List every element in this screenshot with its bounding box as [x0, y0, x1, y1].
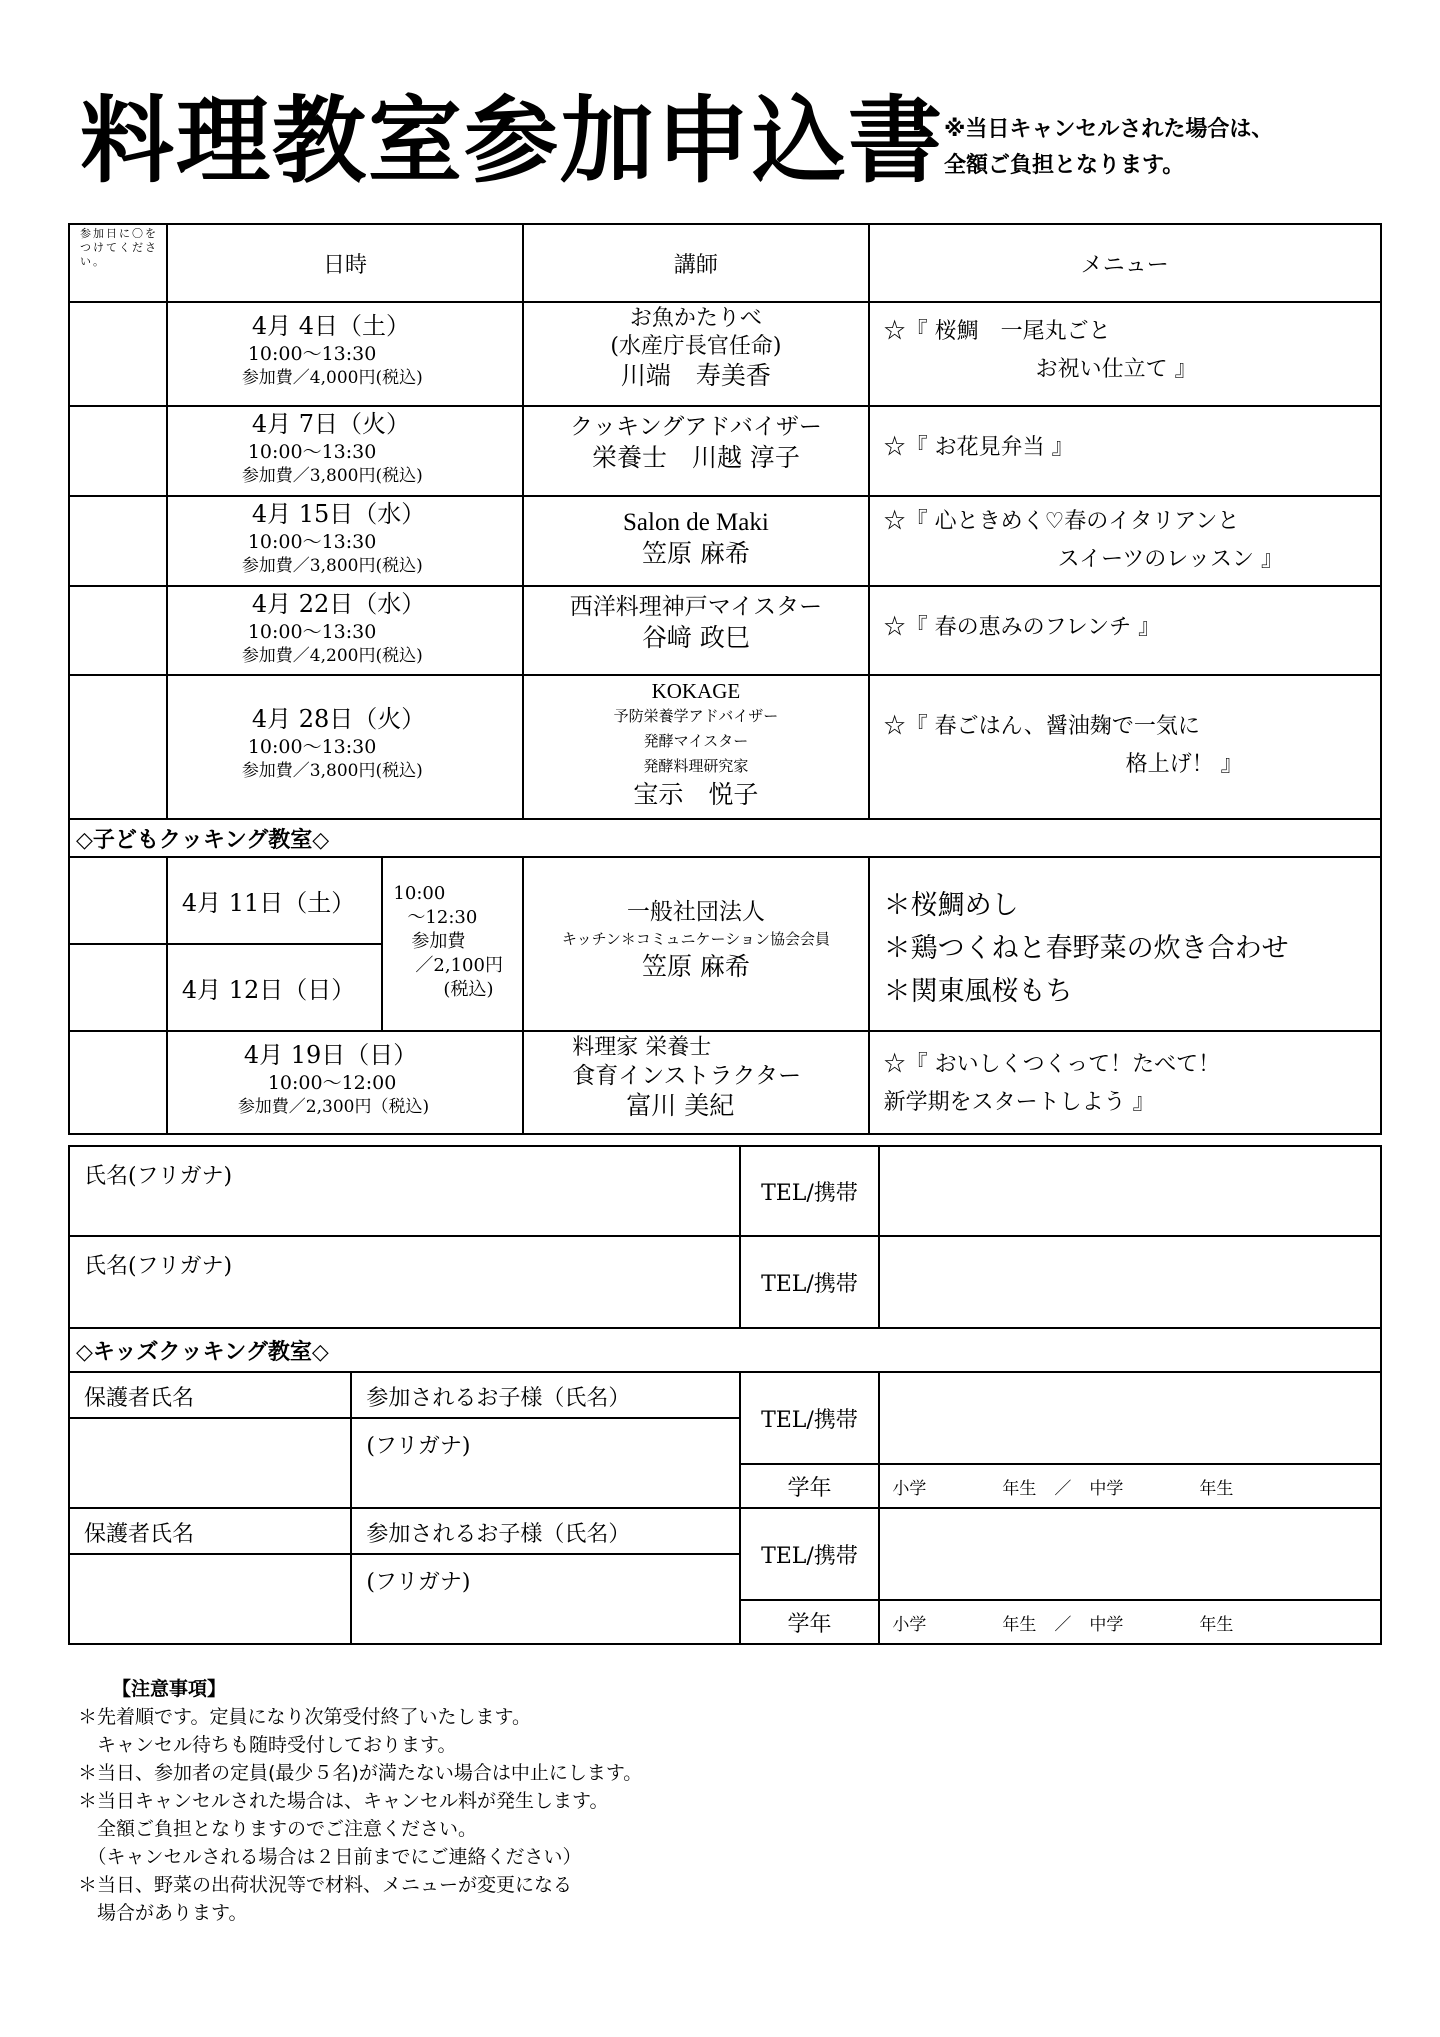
class-date: 4月 4日（土）	[251, 312, 410, 340]
grade-label: 学年	[740, 1464, 880, 1508]
kids-form-section-title: ◇キッズクッキング教室◇	[69, 1328, 1381, 1372]
instructor-line: お魚かたりべ	[629, 306, 762, 331]
name-field[interactable]: 氏名(フリガナ)	[69, 1146, 740, 1236]
tel-label: TEL/携帯	[740, 1236, 880, 1328]
notes-section	[78, 1675, 642, 1927]
kids-section-title: ◇子どもクッキング教室◇	[69, 819, 1381, 857]
kids-form-section-row	[69, 1328, 1381, 1372]
instructor-line: キッチン＊コミュニケーション協会会員	[561, 929, 830, 948]
menu-line: ☆『 おいしくつくって！たべて！	[883, 1052, 1221, 1077]
class-time: 10:00～13:30	[247, 736, 377, 759]
instructor-line: KOKAGE	[651, 679, 741, 703]
menu-line: ＊関東風桜もち	[883, 976, 1073, 1007]
class-menu	[869, 675, 1381, 819]
class-datetime	[167, 302, 523, 406]
class-time: 10:00～13:30	[247, 441, 377, 464]
kids-fee-line: (税込)	[443, 979, 494, 1000]
tel-field[interactable]	[879, 1372, 1381, 1464]
header-check: 参加日に〇をつけてください。	[69, 224, 167, 302]
class-menu	[869, 302, 1381, 406]
instructor-name: 谷﨑 政巳	[641, 622, 750, 652]
instructor-name: 宝示 悦子	[633, 780, 759, 809]
kids-date	[167, 944, 383, 1031]
guardian-row	[69, 1372, 1381, 1418]
note-line: キャンセル待ちも随時受付しております。	[78, 1734, 457, 1756]
child-label: 参加されるお子様（氏名）	[351, 1372, 739, 1418]
menu-line: ☆『 桜鯛 一尾丸ごと	[883, 319, 1111, 344]
class-instructor	[523, 406, 868, 496]
class-menu	[869, 406, 1381, 496]
instructor-line: 一般社団法人	[626, 899, 765, 925]
guardian-label: 保護者氏名	[69, 1508, 351, 1554]
class-instructor	[523, 302, 868, 406]
class-fee: 参加費／2,300円（税込)	[237, 1096, 430, 1117]
attend-check-cell[interactable]	[69, 302, 167, 406]
guardian-row	[69, 1508, 1381, 1554]
application-form	[68, 1145, 1382, 1645]
note-line: 場合があります。	[78, 1902, 248, 1924]
menu-line: 新学期をスタートしよう 』	[883, 1090, 1155, 1115]
instructor-line: 発酵料理研究家	[643, 757, 749, 775]
kids-time-line: ～12:30	[407, 907, 478, 928]
instructor-name: 栄養士 川越 淳子	[591, 442, 800, 472]
kids-date-text: 4月 11日（土）	[181, 889, 356, 917]
tel-field[interactable]	[879, 1236, 1381, 1328]
kids-row	[69, 857, 1381, 944]
tel-field[interactable]	[879, 1508, 1381, 1600]
instructor-name: 川端 寿美香	[620, 361, 771, 390]
class-time: 10:00～13:30	[247, 621, 377, 644]
class-datetime	[167, 675, 523, 819]
tel-label: TEL/携帯	[740, 1372, 880, 1464]
instructor-line: 西洋料理神戸マイスター	[569, 594, 823, 620]
note-line: 全額ご負担となりますのでご注意ください。	[78, 1818, 478, 1840]
class-date: 4月 28日（火）	[251, 705, 426, 733]
class-fee: 参加費／3,800円(税込)	[241, 465, 423, 486]
notes-heading: 【注意事項】	[112, 1678, 227, 1700]
class-datetime	[167, 1031, 523, 1134]
instructor-line: 発酵マイスター	[643, 732, 749, 750]
grade-label: 学年	[740, 1600, 880, 1644]
menu-line: お祝い仕立て 』	[1035, 357, 1197, 382]
grade-field[interactable]	[879, 1600, 1381, 1644]
grade-mid: 中学	[1089, 1614, 1124, 1635]
grade-sep: ／	[1054, 1478, 1072, 1499]
class-datetime	[167, 586, 523, 675]
class-menu	[869, 586, 1381, 675]
menu-line: ☆『 春の恵みのフレンチ 』	[883, 615, 1161, 640]
instructor-line: 予防栄養学アドバイザー	[613, 707, 779, 725]
class-menu	[869, 496, 1381, 586]
class-row	[69, 675, 1381, 819]
grade-year: 年生	[1199, 1614, 1234, 1635]
grade-sep: ／	[1054, 1614, 1072, 1635]
header-instructor: 講師	[523, 224, 868, 302]
kids-fee-line: ／2,100円	[415, 955, 503, 976]
kids-section-row	[69, 819, 1381, 857]
attend-check-cell[interactable]	[69, 406, 167, 496]
applicant-row	[69, 1146, 1381, 1236]
class-date: 4月 22日（水）	[251, 590, 426, 618]
page-title: 料理教室参加申込書	[80, 87, 945, 196]
class-datetime	[167, 406, 523, 496]
menu-line: ☆『 春ごはん、醤油麹で一気に	[883, 714, 1200, 739]
guardian-label: 保護者氏名	[69, 1372, 351, 1418]
instructor-line: 料理家 栄養士	[572, 1035, 712, 1060]
kids-time-fee	[382, 857, 523, 1031]
applicant-row	[69, 1236, 1381, 1328]
grade-elem: 小学	[892, 1478, 927, 1499]
attend-check-cell[interactable]	[69, 675, 167, 819]
attend-check-cell[interactable]	[69, 586, 167, 675]
tel-field[interactable]	[879, 1146, 1381, 1236]
class-fee: 参加費／3,800円(税込)	[241, 760, 423, 781]
note-line: ＊当日キャンセルされた場合は、キャンセル料が発生します。	[78, 1790, 609, 1812]
menu-line: ☆『 お花見弁当 』	[883, 435, 1074, 460]
note-line: ＊当日、野菜の出荷状況等で材料、メニューが変更になる	[78, 1874, 573, 1896]
child-label: 参加されるお子様（氏名）	[351, 1508, 739, 1554]
class-row	[69, 406, 1381, 496]
class-instructor	[523, 496, 868, 586]
class-time: 10:00～12:00	[267, 1072, 397, 1095]
instructor-line: (水産庁長官任命)	[610, 333, 782, 359]
class-menu	[869, 1031, 1381, 1134]
instructor-name: 富川 美紀	[626, 1091, 735, 1121]
class-time: 10:00～13:30	[247, 531, 377, 554]
attend-check-cell[interactable]	[69, 857, 167, 944]
class-date: 4月 19日（日）	[243, 1041, 418, 1069]
menu-line: スイーツのレッスン 』	[1057, 547, 1284, 572]
grade-mid: 中学	[1089, 1478, 1124, 1499]
class-datetime	[167, 496, 523, 586]
header-menu: メニュー	[869, 224, 1381, 302]
menu-line: ＊鶏つくねと春野菜の炊き合わせ	[883, 933, 1289, 964]
name-field[interactable]: 氏名(フリガナ)	[69, 1236, 740, 1328]
kids-time-line: 10:00	[393, 883, 446, 904]
class-row	[69, 586, 1381, 675]
note-line: （キャンセルされる場合は２日前までにご連絡ください）	[78, 1846, 582, 1868]
class-row	[69, 1031, 1381, 1134]
note-line: ＊当日、参加者の定員(最少５名)が満たない場合は中止にします。	[78, 1762, 643, 1784]
grade-elem: 小学	[892, 1614, 927, 1635]
instructor-name: 笠原 麻希	[641, 539, 750, 569]
grade-year: 年生	[1002, 1478, 1037, 1499]
grade-year: 年生	[1002, 1614, 1037, 1635]
grade-field[interactable]	[879, 1464, 1381, 1508]
menu-line: ☆『 心ときめく♡春のイタリアンと	[883, 509, 1240, 534]
menu-line: 格上げ！ 』	[1125, 752, 1243, 777]
class-instructor	[523, 586, 868, 675]
class-row	[69, 496, 1381, 586]
schedule-header-row	[69, 224, 1381, 302]
class-date: 4月 15日（水）	[251, 500, 426, 528]
attend-check-cell[interactable]	[69, 944, 167, 1031]
class-fee: 参加費／4,200円(税込)	[241, 645, 423, 666]
header-date: 日時	[167, 224, 523, 302]
kids-instructor	[523, 857, 868, 1031]
guardian-name-field[interactable]	[69, 1554, 351, 1644]
attend-check-cell[interactable]	[69, 1031, 167, 1134]
class-instructor	[523, 1031, 868, 1134]
guardian-name-field[interactable]	[69, 1418, 351, 1508]
instructor-line: クッキングアドバイザー	[569, 414, 822, 440]
class-fee: 参加費／4,000円(税込)	[241, 367, 423, 388]
instructor-name: 笠原 麻希	[641, 951, 750, 981]
cancel-notice-line: 全額ご負担となります。	[944, 153, 1185, 178]
kids-menu	[869, 857, 1381, 1031]
tel-label: TEL/携帯	[740, 1146, 880, 1236]
cancel-notice	[944, 112, 1273, 184]
cancel-notice-line: ※当日キャンセルされた場合は、	[944, 117, 1274, 142]
note-line: ＊先着順です。定員になり次第受付終了いたします。	[78, 1706, 531, 1728]
child-name-field[interactable]: (フリガナ)	[351, 1418, 739, 1508]
instructor-line: 食育インストラクター	[572, 1062, 802, 1089]
class-time: 10:00～13:30	[247, 343, 377, 366]
kids-date	[167, 857, 383, 944]
grade-year: 年生	[1199, 1478, 1234, 1499]
attend-check-cell[interactable]	[69, 496, 167, 586]
class-fee: 参加費／3,800円(税込)	[241, 555, 423, 576]
tel-label: TEL/携帯	[740, 1508, 880, 1600]
kids-fee-line: 参加費	[411, 931, 466, 952]
instructor-line: Salon de Maki	[623, 509, 769, 536]
menu-line: ＊桜鯛めし	[883, 890, 1019, 921]
class-row	[69, 302, 1381, 406]
schedule-table	[68, 223, 1382, 1135]
class-date: 4月 7日（火）	[251, 410, 410, 438]
class-instructor	[523, 675, 868, 819]
kids-date-text: 4月 12日（日）	[181, 976, 356, 1004]
child-name-field[interactable]: (フリガナ)	[351, 1554, 739, 1644]
